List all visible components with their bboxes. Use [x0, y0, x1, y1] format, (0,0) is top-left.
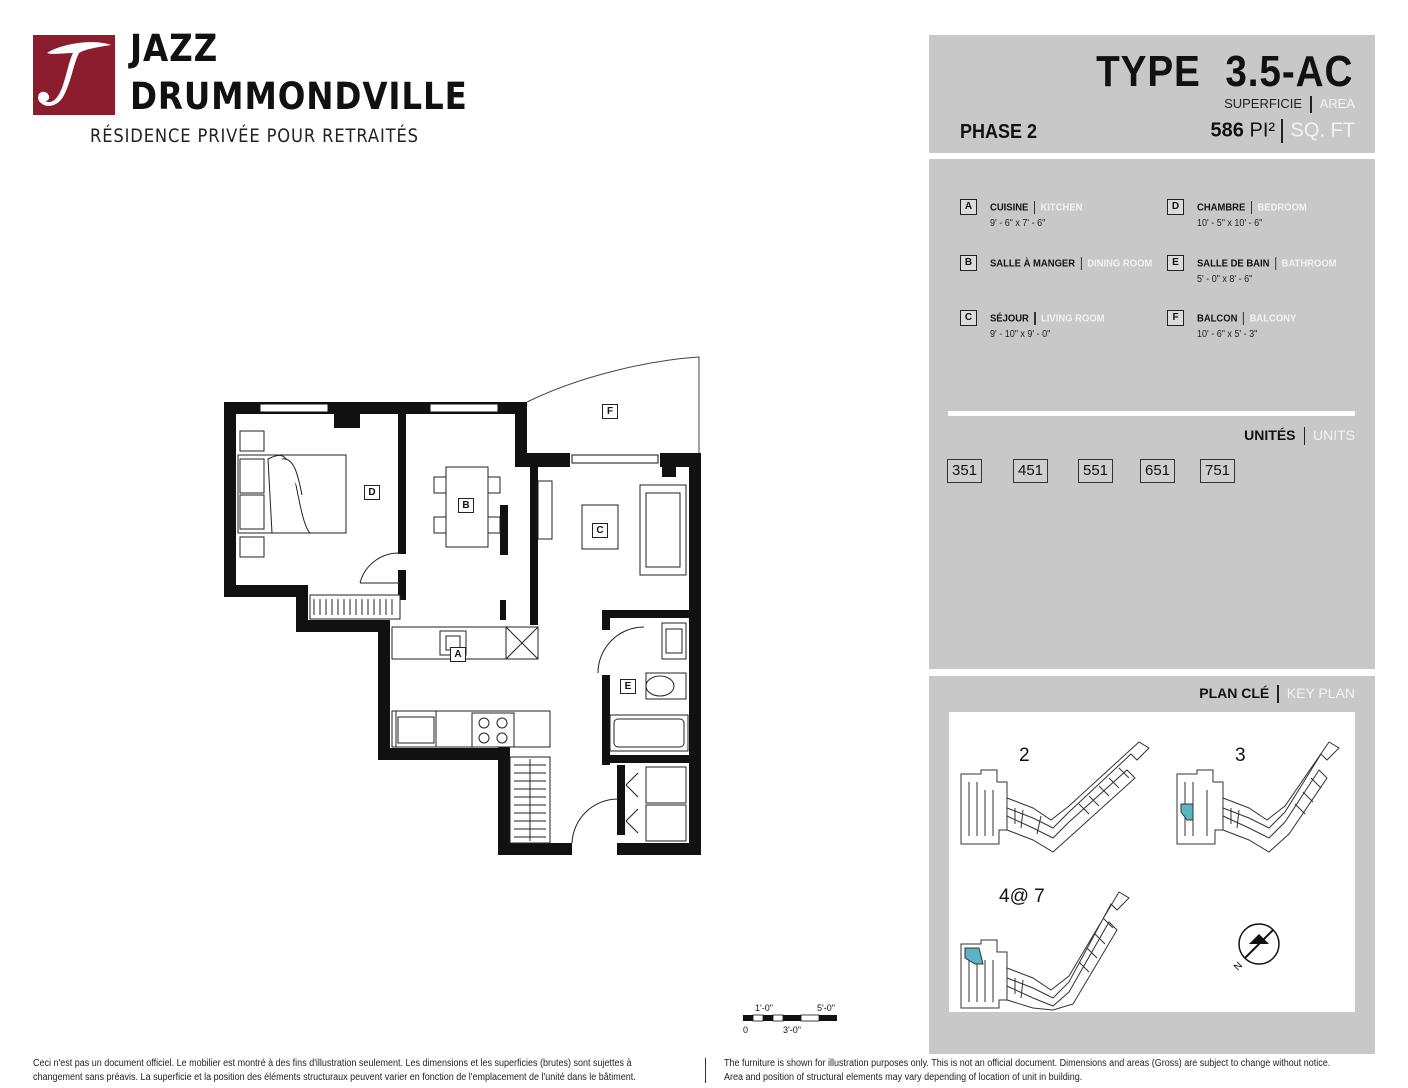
key-plan-drawing [949, 712, 1355, 1012]
brand-name-line1: JAZZ [130, 27, 219, 70]
section-divider [948, 411, 1355, 416]
floor-plan-drawing [222, 355, 704, 860]
room-dims: 10' - 5" x 10' - 6" [1197, 218, 1263, 229]
scale-label-1ft: 1'-0" [755, 1003, 773, 1013]
room-dims: 9' - 6" x 7' - 6" [990, 218, 1046, 229]
room-letter: B [960, 255, 977, 271]
phase-label: PHASE 2 [960, 121, 1038, 143]
level-3-label: 3 [1235, 745, 1246, 766]
jazz-logo-icon [33, 35, 115, 115]
key-plan-title [1199, 685, 1355, 703]
room-name: BALCON BALCONY [1197, 312, 1297, 325]
building-level-2 [961, 742, 1149, 852]
key-plan-title-en: KEY PLAN [1286, 685, 1355, 701]
room-name: SÉJOUR LIVING ROOM [990, 312, 1105, 325]
area-unit-en: SQ. FT [1290, 119, 1355, 142]
unit-351: 351 [947, 459, 982, 483]
room-name: CHAMBRE BEDROOM [1197, 201, 1307, 214]
room-letter: A [960, 199, 977, 215]
plan-label-f: F [602, 404, 618, 419]
building-level-4-7 [961, 892, 1129, 1010]
level-2-label: 2 [1019, 745, 1030, 766]
area-number: 586 [1210, 119, 1244, 142]
floor-plan [222, 355, 704, 860]
highlight-unit-level-3 [1181, 804, 1193, 820]
key-plan-title-fr: PLAN CLÉ [1199, 685, 1270, 701]
brand-tagline: RÉSIDENCE PRIVÉE POUR RETRAITÉS [90, 125, 419, 147]
room-letter: C [960, 310, 977, 326]
key-plan-buildings [949, 712, 1355, 1012]
room-letter: D [1167, 199, 1184, 215]
scale-label-5ft: 5'-0" [817, 1003, 835, 1013]
area-value [1211, 119, 1355, 143]
area-caption-en: AREA [1319, 96, 1355, 111]
room-name: SALLE DE BAIN BATHROOM [1197, 257, 1337, 270]
unit-651: 651 [1140, 459, 1175, 483]
compass-icon [1239, 924, 1279, 964]
level-4-7-label: 4@ 7 [999, 886, 1045, 907]
units-title [1244, 427, 1355, 445]
footer-divider [705, 1058, 706, 1083]
rooms-panel [929, 159, 1375, 669]
room-dims: 5' - 0" x 8' - 6" [1197, 274, 1253, 285]
room-name: SALLE À MANGER DINING ROOM [990, 257, 1153, 270]
compass-north-label: N [1232, 960, 1245, 974]
brand-name-line2: DRUMMONDVILLE [130, 75, 468, 118]
building-level-3 [1177, 742, 1339, 852]
highlight-unit-level-4-7 [965, 948, 983, 964]
type-code: 3.5-AC [1225, 47, 1353, 96]
footer-disclaimer-fr: Ceci n'est pas un document officiel. Le mobilier est montré à des fins d'illustration seulement. Les dimensions et les superficies (brutes) sont sujettes à changement sans préavis. La superficie et la position des éléments structuraux peuvent varier en fonction de l'emplacement de l'unité dans le bâtiment. [33, 1058, 636, 1083]
plan-label-e: E [620, 679, 636, 694]
scale-bar-graphic [743, 1014, 843, 1024]
plan-label-a: A [450, 647, 466, 662]
plan-label-b: B [458, 498, 474, 513]
room-letter: F [1167, 310, 1184, 326]
scale-label-0: 0 [743, 1025, 749, 1035]
unit-751: 751 [1200, 459, 1235, 483]
scale-label-3ft: 3'-0" [783, 1025, 801, 1035]
room-dims: 9' - 10" x 9' - 0" [990, 329, 1051, 340]
units-title-fr: UNITÉS [1244, 427, 1296, 443]
area-caption [1224, 96, 1355, 113]
plan-label-d: D [364, 485, 380, 500]
units-title-en: UNITS [1313, 427, 1355, 443]
area-unit-fr: PI² [1249, 119, 1276, 142]
key-plan-panel [929, 676, 1375, 1054]
unit-551: 551 [1078, 459, 1113, 483]
scale-bar [743, 1003, 843, 1038]
type-header-panel [929, 35, 1375, 153]
type-word: TYPE [1095, 47, 1201, 96]
plan-label-c: C [592, 523, 608, 538]
area-caption-fr: SUPERFICIE [1224, 96, 1303, 111]
room-dims: 10' - 6" x 5' - 3" [1197, 329, 1258, 340]
footer-disclaimer-en: The furniture is shown for illustration purposes only. This is not an official document. Dimensions and areas (Gross) are subject to change without notice. Area and position of structural elements may vary depending of location of unit in building. [724, 1058, 1331, 1083]
room-name: CUISINE KITCHEN [990, 201, 1083, 214]
unit-451: 451 [1013, 459, 1048, 483]
room-letter: E [1167, 255, 1184, 271]
unit-type-title [1096, 47, 1353, 97]
